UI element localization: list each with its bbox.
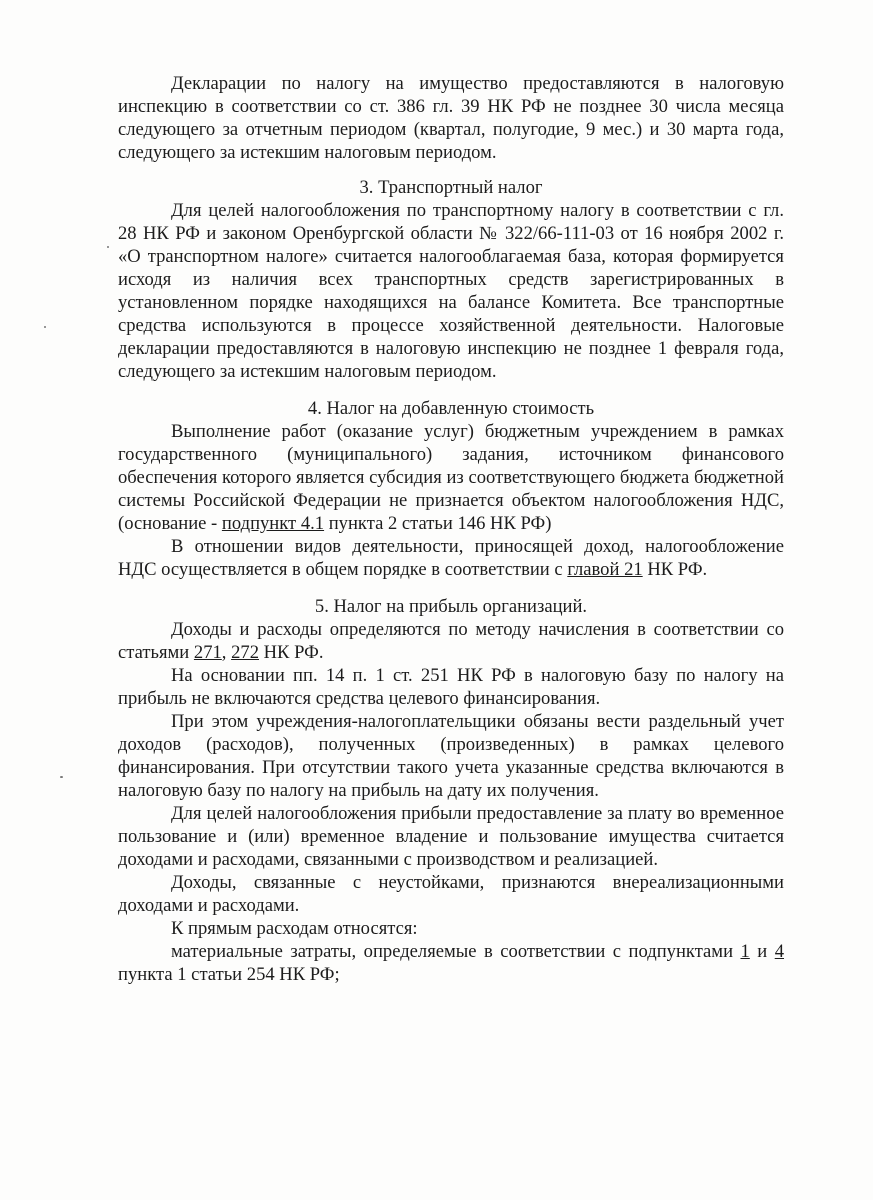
vat-exemption-text: Выполнение работ (оказание услуг) бюджетным учреждением в рамках государственного (муниципального) задания, источником финансового обеспечения которого является субсидия из соответствующего бюджета бюджетной системы Российской Федерации не признается объектом налогообложения НДС, (основание - [118,421,784,534]
material-costs-text-end: пункта 1 статьи 254 НК РФ; [118,964,340,985]
material-costs-conj: и [749,941,775,962]
paragraph-vat-exemption [118,420,784,535]
vat-general-text-end: НК РФ. [642,559,708,580]
paragraph-direct-costs-intro: К прямым расходам относятся: [171,918,418,939]
accrual-text: Доходы и расходы определяются по методу начисления в соответствии со статьями [118,619,784,663]
paragraph-penalties: Доходы, связанные с неустойками, признаются внереализационными доходами и расходами. [118,872,784,916]
vat-exemption-text-end: пункта 2 статьи 146 НК РФ) [324,513,552,534]
paragraph-separate-accounting: При этом учреждения-налогоплательщики обязаны вести раздельный учет доходов (расходов), полученных (произведенных) в рамках целевого финансирования. При отсутствии такого учета указанные средства включаются в налоговую базу по налогу на прибыль на дату их получения. [118,711,784,801]
link-article-271[interactable]: 271 [193,642,222,663]
scan-speck [60,776,63,778]
document-body [118,72,784,986]
paragraph-accrual-method [118,618,784,664]
paragraph-temporary-use: Для целей налогообложения прибыли предоставление за плату во временное пользование и (или) временное владение и пользование имущества считается доходами и расходами, связанными с производством и реализацией. [118,803,784,870]
paragraph-property-tax-declarations: Декларации по налогу на имущество предоставляются в налоговую инспекцию в соответствии со ст. 386 гл. 39 НК РФ не позднее 30 числа месяца следующего за отчетным периодом (квартал, полугодие, 9 мес.) и 30 марта года, следующего за истекшим налоговым периодом. [118,73,784,163]
accrual-text-end: НК РФ. [258,642,324,663]
paragraph-vat-general-order [118,535,784,581]
section-heading-profit-tax: 5. Налог на прибыль организаций. [314,596,588,617]
link-article-272[interactable]: 272 [231,642,259,663]
section-heading-vat: 4. Налог на добавленную стоимость [307,398,595,419]
link-subpoint-1[interactable]: 1 [740,941,750,962]
article-separator: , [221,642,232,663]
link-subpoint-4-1[interactable]: подпункт 4.1 [221,513,325,534]
paragraph-target-financing: На основании пп. 14 п. 1 ст. 251 НК РФ в налоговую базу по налогу на прибыль не включаются средства целевого финансирования. [118,665,784,709]
material-costs-text: материальные затраты, определяемые в соответствии с подпунктами [171,941,741,962]
vat-general-text: В отношении видов деятельности, приносящей доход, налогообложение НДС осуществляется в общем порядке в соответствии с [118,536,784,580]
link-chapter-21[interactable]: главой 21 [567,559,643,580]
scan-speck [107,246,109,248]
paragraph-transport-tax: Для целей налогообложения по транспортному налогу в соответствии с гл. 28 НК РФ и законом Оренбургской области № 322/66-111-03 от 16 ноября 2002 г. «О транспортном налоге» считается налогооблагаемая база, которая формируется исходя из наличия всех транспортных средств зарегистрированных в установленном порядке находящихся на балансе Комитета. Все транспортные средства используются в процессе хозяйственной деятельности. Налоговые декларации предоставляются в налоговую инспекцию не позднее 1 февраля года, следующего за истекшим налоговым периодом. [118,200,784,382]
paragraph-material-costs [118,940,784,986]
scan-speck [44,326,46,328]
section-heading-transport-tax: 3. Транспортный налог [359,177,543,198]
link-subpoint-4[interactable]: 4 [774,941,785,962]
